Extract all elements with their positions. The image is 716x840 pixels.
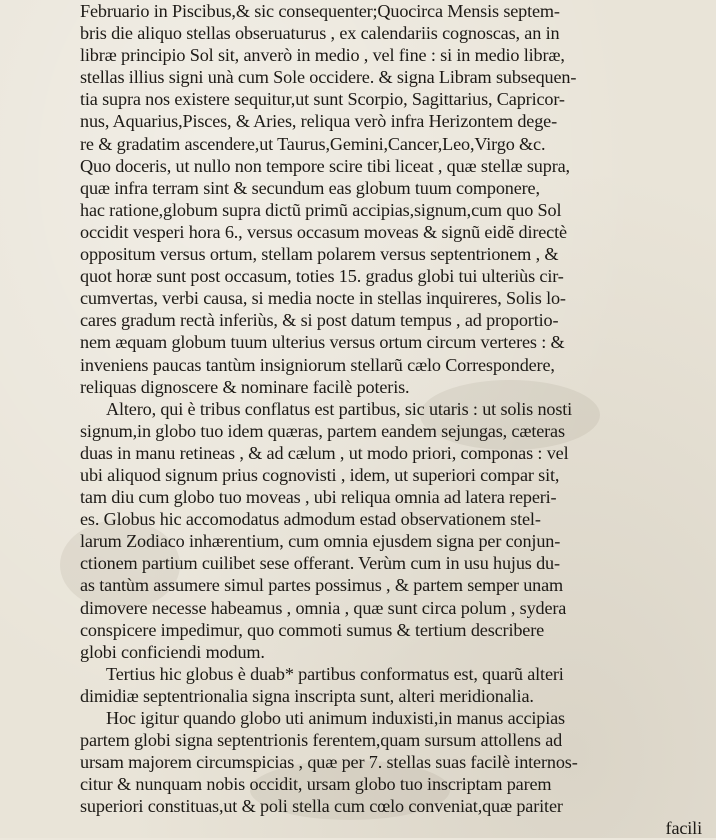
paragraph-start-line: Tertius hic globus è duab* partibus conformatus est, quarũ alteri (106, 663, 564, 684)
text-line: nem æquam globum tuum ulterius versus ortum circum verteres : & (80, 332, 565, 353)
text-line: Februario in Piscibus,& sic consequenter;Quocirca Mensis septem- (80, 1, 560, 21)
text-line: occidit vesperi hora 6., versus occasum moveas & signũ eidẽ directè (80, 221, 567, 242)
text-line: nus, Aquarius,Pisces, & Aries, reliqua verò infra Herizontem dege- (80, 111, 557, 132)
text-line: larum Zodiaco inhærentium, cum omnia ejusdem signa per conjun- (80, 531, 561, 552)
text-line: duas in manu retineas , & ad cælum , ut modo priori, componas : vel (80, 442, 569, 463)
text-line: libræ principio Sol sit, anverò in medio , vel fine : si in medio libræ, (80, 45, 565, 66)
text-line: reliquas dignoscere & nominare facilè poteris. (80, 376, 410, 397)
text-line: citur & nunquam nobis occidit, ursam globo tuo inscriptam parem (80, 774, 552, 795)
text-line: tam diu cum globo tuo moveas , ubi reliqua omnia ad latera reperi- (80, 487, 557, 508)
text-line: bris die aliquo stellas obseruaturus , ex calendariis cognoscas, an in (80, 23, 560, 44)
catchword: facili (665, 818, 702, 839)
text-line: inveniens paucas tantùm insigniorum stellarũ cælo Correspondere, (80, 354, 555, 375)
text-line: globi conficiendi modum. (80, 641, 265, 662)
text-line: dimovere necesse habeamus , omnia , quæ sunt circa polum , sydera (80, 597, 567, 618)
printed-text-block (80, 0, 716, 840)
text-line: ursam majorem circumspicias , quæ per 7. stellas suas facilè internos- (80, 752, 578, 773)
paragraph-start-line: Altero, qui è tribus conflatus est partibus, sic utaris : ut solis nosti (106, 398, 573, 419)
text-line: tia supra nos existere sequitur,ut sunt Scorpio, Sagittarius, Capricor- (80, 89, 565, 110)
text-line: superiori constituas,ut & poli stella cum cœlo conveniat,quæ pariter (80, 796, 563, 817)
text-line: Quo doceris, ut nullo non tempore scire tibi liceat , quæ stellæ supra, (80, 155, 570, 176)
text-line: cares gradum rectà inferiùs, & si post datum tempus , ad proportio- (80, 310, 559, 331)
text-line: es. Globus hic accomodatus admodum estad observationem stel- (80, 509, 541, 530)
text-line: re & gradatim ascendere,ut Taurus,Gemini,Cancer,Leo,Virgo &c. (80, 133, 546, 154)
text-line: ubi aliquod signum prius cognovisti , idem, ut superiori compar sit, (80, 464, 560, 485)
text-line: hac ratione,globum supra dictũ primũ accipias,signum,cum quo Sol (80, 199, 562, 220)
text-line: conspicere impedimur, quo commoti sumus & tertium describere (80, 619, 545, 640)
text-line: stellas illius signi unà cum Sole occidere. & signa Libram subsequen- (80, 67, 577, 88)
text-line: dimidiæ septentrionalia signa inscripta sunt, alteri meridionalia. (80, 685, 534, 706)
text-line: partem globi signa septentrionis ferentem,quam sursum attollens ad (80, 730, 563, 751)
text-line: ctionem partium cuilibet sese offerant. Verùm cum in usu hujus du- (80, 553, 560, 574)
paragraph-start-line: Hoc igitur quando globo uti animum induxisti,in manus accipias (106, 708, 565, 728)
text-line: quæ infra terram sint & secundum eas globum tuum componere, (80, 177, 540, 198)
text-line: quot horæ sunt post occasum, toties 15. gradus globi tui ulteriùs cir- (80, 266, 564, 287)
text-line: cumvertas, verbi causa, si media nocte in stellas inquireres, Solis lo- (80, 288, 566, 309)
text-line: signum,in globo tuo idem quæras, partem eandem sejungas, cæteras (80, 420, 565, 441)
text-line: as tantùm assumere simul partes possimus , & partem semper unam (80, 575, 564, 596)
text-line: oppositum versus ortum, stellam polarem versus septentrionem , & (80, 244, 559, 265)
